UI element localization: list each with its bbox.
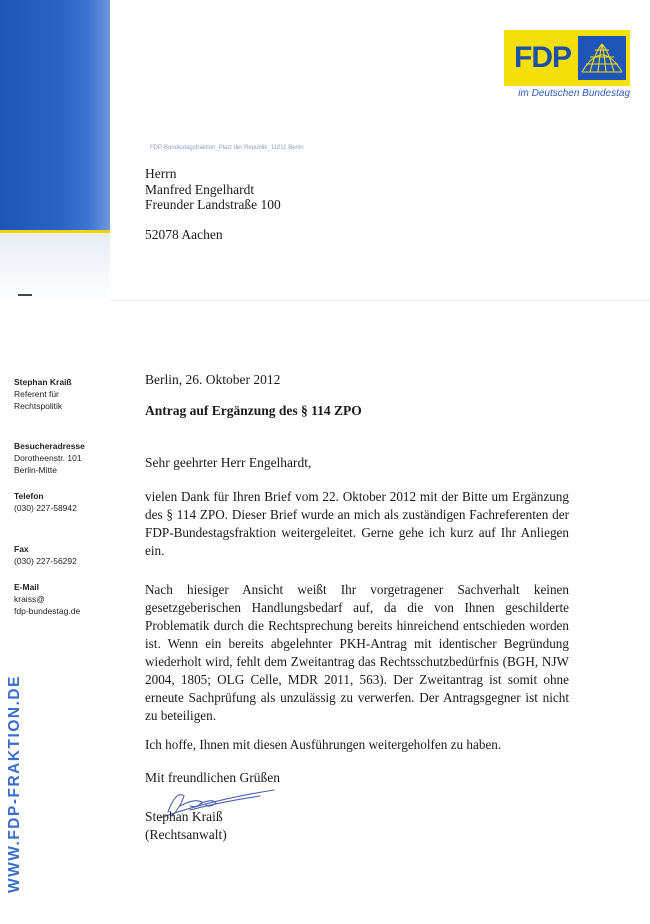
fdp-logo: [504, 30, 630, 86]
letter-subject: Antrag auf Ergänzung des § 114 ZPO: [145, 403, 362, 418]
recipient-address: [145, 166, 281, 213]
fax-heading: Fax: [14, 544, 29, 554]
sidebar-contact: [14, 376, 72, 412]
contact-name: Stephan Kraiß: [14, 377, 72, 387]
letter-closing: Mit freundlichen Grüßen: [145, 770, 280, 785]
fold-mark: [18, 294, 32, 296]
logo-subtitle: im Deutschen Bundestag: [518, 88, 630, 99]
visit-city: Berlin-Mitte: [14, 465, 57, 475]
visit-heading: Besucheradresse: [14, 441, 85, 451]
recipient-name: Manfred Engelhardt: [145, 181, 255, 197]
signature-block: [145, 808, 227, 844]
email-line-1: kraiss@: [14, 594, 45, 604]
logo-wordmark: FDP: [514, 41, 571, 74]
phone-number: (030) 227-58942: [14, 503, 77, 513]
sidebar-fax: [14, 543, 77, 567]
fold-line: [110, 300, 650, 301]
paragraph-3: Ich hoffe, Ihnen mit diesen Ausführungen weitergeholfen zu haben.: [145, 737, 502, 752]
return-address-line: FDP-Bundestagsfraktion_Platz der Republik_11011 Berlin: [150, 145, 304, 151]
bundestag-dome-icon: [578, 36, 626, 80]
signer-title: (Rechtsanwalt): [145, 827, 227, 842]
fax-number: (030) 227-56292: [14, 556, 77, 566]
phone-heading: Telefon: [14, 491, 44, 501]
signer-name: Stephan Kraiß: [145, 809, 223, 824]
contact-role-2: Rechtspolitik: [14, 401, 63, 411]
letter-salutation: Sehr geehrter Herr Engelhardt,: [145, 455, 312, 470]
visit-street: Dorotheenstr. 101: [14, 453, 82, 463]
paragraph-2: Nach hiesiger Ansicht weißt Ihr vorgetragener Sachverhalt keinen gesetzgeberischen Handlungsbedarf auf, da die von Ihnen geschilderte Problematik durch die Rechtsprechung bereits hinreichend entschieden worden ist. Wenn ein bereits abgelehnter PKH-Antrag mit identischer Begründung wiederholt wird, fehlt dem Zweitantrag das Rechtsschutzbedürfnis (BGH, NJW 2004, 1805; OLG Celle, MDR 2011, 563). Der Zweitantrag ist somit ohne erneute Sachprüfung als unzulässig zu verwerfen. Der Antragsgegner ist nicht zu beteiligen.: [145, 582, 569, 723]
recipient-street: Freunder Landstraße 100: [145, 197, 281, 212]
contact-role-1: Referent für: [14, 389, 59, 399]
email-line-2: fdp-bundestag.de: [14, 606, 81, 616]
sidebar-visit-address: [14, 440, 85, 476]
email-heading: E-Mail: [14, 582, 40, 592]
sidebar-phone: [14, 490, 77, 514]
left-blue-band: [0, 0, 110, 232]
band-shadow: [0, 233, 110, 303]
recipient-salutation: Herrn: [145, 166, 177, 181]
sidebar-email: [14, 581, 80, 617]
recipient-city: 52078 Aachen: [145, 227, 223, 242]
letter-date: Berlin, 26. Oktober 2012: [145, 372, 281, 387]
paragraph-1: vielen Dank für Ihren Brief vom 22. Oktober 2012 mit der Bitte um Ergänzung des § 114 ZPO. Dieser Brief wurde an mich als zuständigen Fachreferenten der FDP-Bundestagsfraktion weitergeleitet. Gerne gehe ich kurz auf Ihr Anliegen ein.: [145, 489, 569, 558]
website-url: WWW.FDP-FRAKTION.DE: [6, 675, 23, 893]
